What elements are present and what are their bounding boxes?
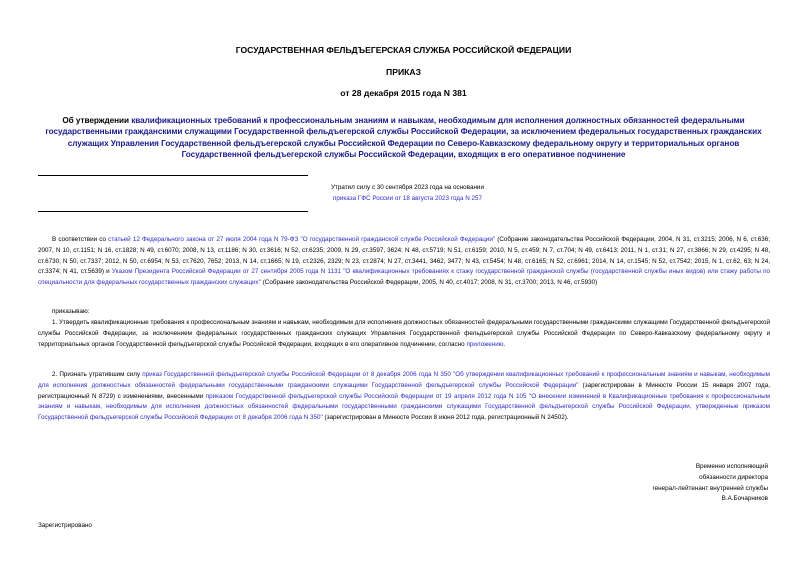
registration-note: Зарегистрировано: [38, 522, 92, 529]
repeal-text: Утратил силу с 30 сентября 2023 года на основании: [331, 184, 484, 191]
document-title: [36, 115, 771, 161]
order-word: [38, 307, 770, 318]
item-2-paragraph: [38, 370, 770, 424]
signature-line-1: Временно исполняющий: [695, 463, 768, 470]
preamble-text-end: (Собрание законодательства Российской Федерации, 2005, N 40, ст.4017; 2008, N 31, ст.3700; 2013, N 46, ст.5930): [260, 279, 598, 287]
document-type: ПРИКАЗ: [386, 67, 421, 77]
signature-line-3: генерал-лейтенант внутренней службы: [652, 484, 768, 492]
repealed-order-link[interactable]: приказ Государственной фельдъегерской службы Российской Федерации от 8 декабря 2006 года N 350 "Об утверждении квалификационных требований к профессиональным знаниям и навыкам, необходимым для исполнения должностных обязанностей федеральными государственными гражданскими служащими Государственной фельдъегерской службы Российской Федерации": [38, 371, 770, 389]
preamble-text-sources: (Собрание законодательства Российской Федерации, 2004, N 31, ст.3215; 2006, N 6, ст.636; 2007, N 10, ст.1151; N 16, ст.1828; N 49, ст.6070; 2008, N 13, ст.1186; N 30, ст.3616; N 52, ст.6235; 2009, N 29, ст.3597, 3624; N 48, ст.5719; N 51, ст.6159; 2010, N 5, ст.459; N 7, ст.704; N 49, ст.6413; 2011, N 1, ст.31; N 27, ст.3866; N 29, ст.4295; N 48, ст.6730; N 50, ст.7337; 2012, N 50, ст.6954; N 53, ст.7620, 7652; 2013, N 14, ст.1665; N 19, ст.2326, 2329; N 23, ст.2874; N 27, ст.3441, 3462, 3477; N 43, ст.5454; N 48, ст.6165; N 52, ст.6961; 2014, N 14, ст.1545; N 52, ст.7542; 2015, N 1, ст.62, 63; N 24, ст.3374; N 41, ст.5639) и: [38, 236, 770, 276]
signature-line-2: обязанности директора: [699, 473, 768, 481]
title-link[interactable]: квалификационных требований к профессиональным знаниям и навыкам, необходимым для исполнения должностных обязанностей федеральными государственными гражданскими служащими Государственной фельдъегерской службы Российской Федерации, за исключением федеральных государственных гражданских служащих Управления Государственной фельдъегерской службы Российской Федерации по Северо-Кавказскому федеральному округу и территориальных органов Государственной фельдъегерской службы Российской Федерации, входящих в его оперативное подчинение: [45, 116, 762, 160]
document-date: от 28 декабря 2015 года N 381: [340, 88, 467, 98]
agency-name: ГОСУДАРСТВЕННАЯ ФЕЛЬДЪЕГЕРСКАЯ СЛУЖБА РОССИЙСКОЙ ФЕДЕРАЦИИ: [235, 45, 572, 55]
order-word-text: приказываю:: [52, 308, 90, 315]
item-1-paragraph: [38, 318, 770, 350]
amending-order-link[interactable]: приказом Государственной фельдъегерской службы Российской Федерации от 19 апреля 2012 года N 105 "О внесении изменений в Квалификационные требования к профессиональным знаниям и навыкам, необходимым для исполнения должностных обязанностей федеральными государственными гражданскими служащими Государственной фельдъегерской службы Российской Федерации, утвержденные приказом Государственной фельдъегерской службы Российской Федерации от 8 декабря 2006 года N 350": [38, 392, 770, 422]
signature-block: [596, 462, 768, 505]
item-1-text: 1. Утвердить квалификационные требования к профессиональным знаниям и навыкам, необходимым для исполнения должностных обязанностей федеральными государственными гражданскими служащими Государственной фельдъегерской службы Российской Федерации, за исключением федеральных государственных гражданских служащих Управления Государственной фельдъегерской службы Российской Федерации по Северо-Кавказскому федеральному округу и территориальных органов Государственной фельдъегерской службы Российской Федерации, входящих в его оперативное подчинение, согласно: [38, 319, 770, 348]
signatory-name: В.А.Бочарников: [721, 495, 768, 503]
divider-bottom: [38, 211, 308, 212]
title-prefix: Об утверждении: [62, 116, 132, 125]
divider-top: [38, 175, 308, 176]
repeal-notice: [300, 183, 515, 205]
federal-law-link[interactable]: статьей 12 Федерального закона от 27 июля 2004 года N 79-ФЗ "О государственной гражданской службе Российской Федерации": [108, 236, 496, 243]
item-2-text-end: (зарегистрирован в Минюсте России 8 июня 2012 года, регистрационный N 24502).: [322, 414, 569, 422]
item-1-end: .: [503, 340, 506, 348]
item-2-text: 2. Признать утратившим силу: [52, 371, 143, 378]
preamble-paragraph: [38, 235, 770, 289]
repeal-order-link[interactable]: приказа ГФС России от 18 августа 2023 года N 257: [332, 194, 483, 202]
item-2-text-registration: (зарегистрирован в Минюсте России 15 января 2007 года, регистрационный N 8729) с изменениями, внесенными: [38, 381, 770, 400]
preamble-text: В соответствии со: [52, 236, 109, 243]
presidential-decree-link[interactable]: Указом Президента Российской Федерации от 27 сентября 2005 года N 1131 "О квалификационных требованиях к стажу государственной гражданской службы (государственной службы иных видов) или стажу работы по специальности для федеральных государственных гражданских служащих": [38, 268, 770, 287]
appendix-link[interactable]: приложению: [466, 340, 504, 348]
